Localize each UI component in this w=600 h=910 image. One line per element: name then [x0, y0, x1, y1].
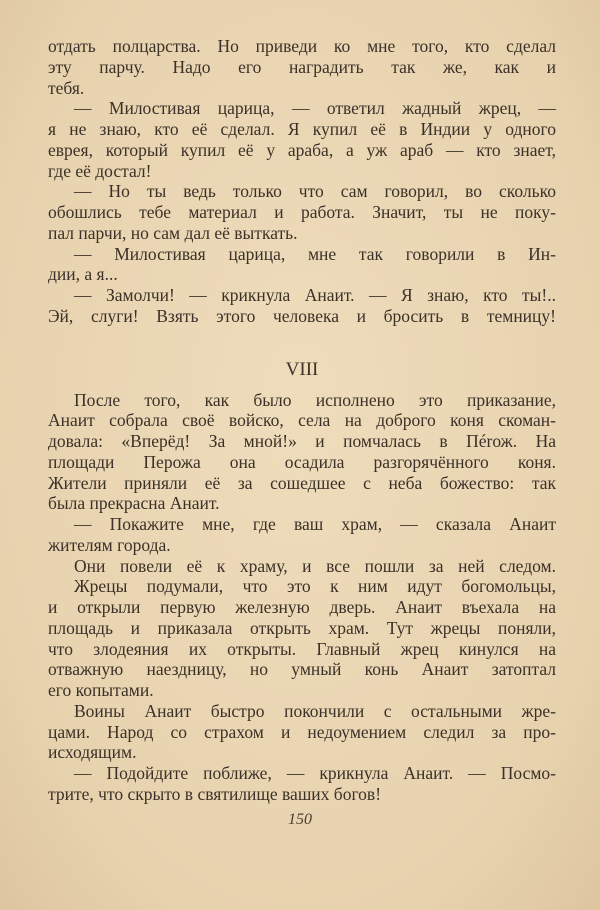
text-line: — Подойдите поближе, — крикнула Анаит. — Посмо-	[74, 763, 556, 783]
chapter-heading: VIII	[285, 358, 319, 380]
page-number: 150	[288, 811, 312, 828]
text-block-chapter-viii	[48, 390, 556, 805]
text-line: обошлись тебе материал и работа. Значит, ты не поку-	[48, 202, 556, 222]
text-line: эту парчу. Надо его наградить так же, как и	[48, 56, 556, 77]
text-line: и открыли первую железную дверь. Анаит въехала на	[48, 597, 556, 617]
text-line: Жители приняли её за сошедшее с неба божество: так	[48, 472, 556, 493]
text-line: отважную наездницу, но умный конь Анаит затоптал	[48, 659, 556, 680]
text-line: отдать полцарства. Но приведи ко мне того, кто сделал	[48, 36, 556, 56]
text-line: довала: «Вперёд! За мной!» и помчалась в Пérож. На	[48, 431, 556, 451]
text-line: я не знаю, кто её сделал. Я купил её в Индии у одного	[48, 119, 556, 139]
text-line: его копытами.	[48, 680, 154, 700]
text-line: площади Перожа она осадила разгорячённого коня.	[48, 451, 556, 472]
text-line: — Но ты ведь только что сам говорил, во сколько	[74, 181, 556, 202]
text-line: После того, как было исполнено это приказание,	[74, 389, 556, 410]
text-line: была прекрасна Анаит.	[48, 493, 220, 514]
text-line: тебя.	[48, 77, 85, 98]
text-line: Эй, слуги! Взять этого человека и бросить в темницу!	[48, 305, 556, 326]
text-line: Воины Анаит быстро покончили с остальными жре-	[74, 700, 556, 721]
text-line: что злодеяния их открыты. Главный жрец кинулся на	[48, 638, 556, 659]
text-line: жителям города.	[48, 534, 171, 555]
text-line: трите, что скрыто в святилище ваших богов!	[48, 783, 382, 804]
text-line: где её достал!	[48, 160, 152, 181]
text-line: Жрецы подумали, что это к ним идут богомольцы,	[74, 576, 556, 597]
text-line: еврея, который купил её у араба, а уж араб — кто знает,	[48, 139, 556, 160]
text-line: — Милостивая царица, — ответил жадный жрец, —	[74, 98, 556, 119]
text-line: — Покажите мне, где ваш храм, — сказала Анаит	[74, 514, 556, 534]
text-line: дии, а я...	[48, 264, 118, 285]
text-line: — Замолчи! — крикнула Анаит. — Я знаю, кто ты!..	[74, 285, 556, 305]
text-line: Анаит собрала своё войско, села на доброго коня скоман-	[48, 410, 556, 431]
text-line: цами. Народ со страхом и недоумением следил за про-	[48, 721, 556, 742]
text-line: — Милостивая царица, мне так говорили в Ин-	[74, 243, 556, 264]
text-line: пал парчи, но сам дал её выткать.	[48, 222, 298, 243]
book-page-text	[48, 36, 556, 805]
text-line: Они повели её к храму, и все пошли за ней следом.	[74, 555, 556, 576]
text-block-before-chapter	[48, 36, 556, 327]
text-line: исходящим.	[48, 742, 137, 763]
text-line: площадь и приказала открыть храм. Тут жрецы поняли,	[48, 617, 556, 638]
